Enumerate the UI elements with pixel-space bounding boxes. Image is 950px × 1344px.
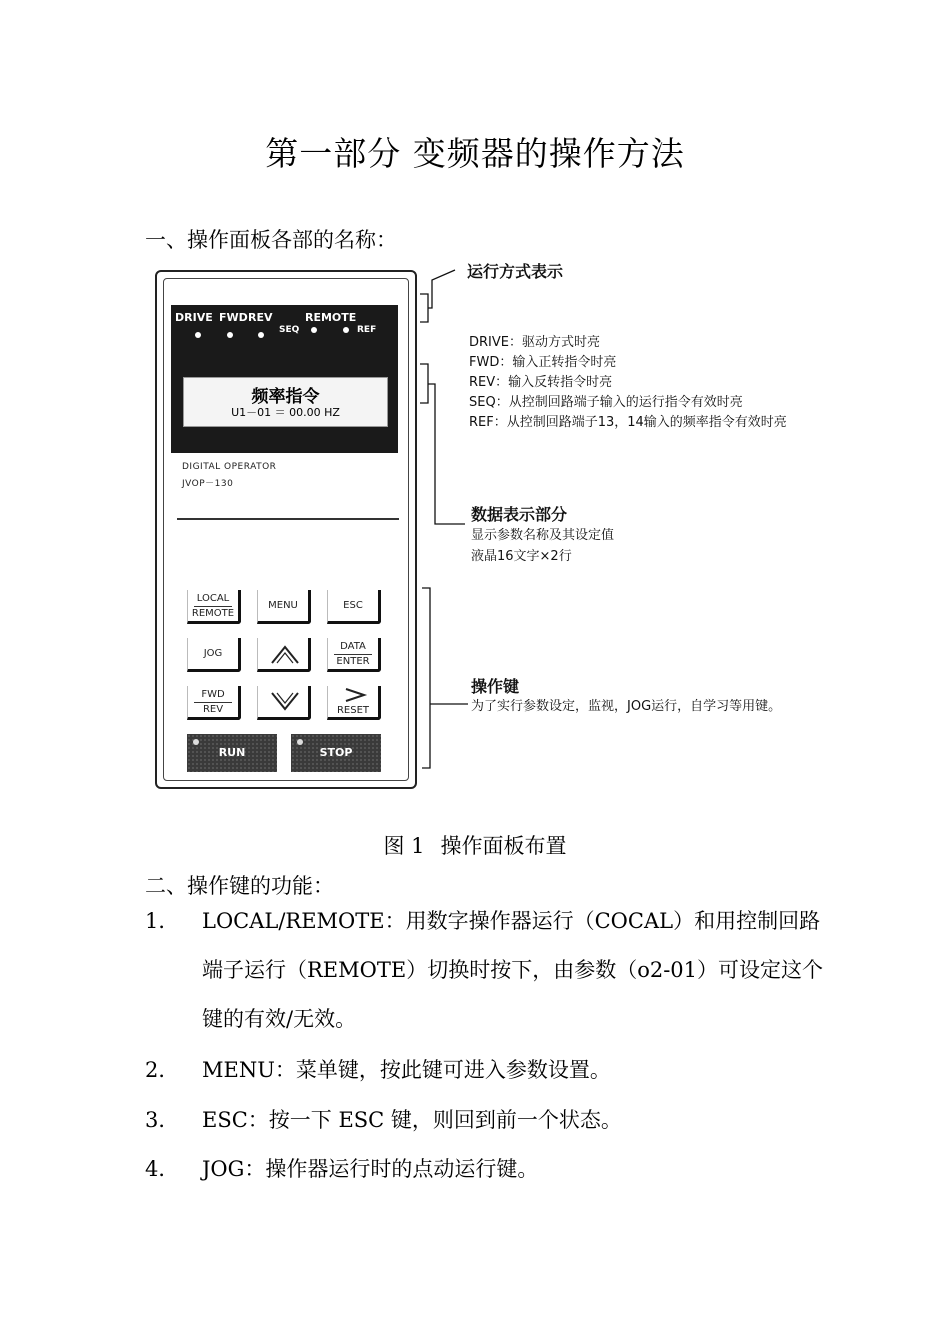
list-item-number: 2． (145, 1058, 180, 1082)
list-item (145, 1096, 825, 1145)
annotation-fwd: FWD：输入正转指令时亮 (469, 355, 617, 370)
fwd-key-label: FWD (201, 689, 225, 700)
lcd-line-2: U1－01 ＝ 00.00 HZ (231, 406, 340, 419)
annotation-rev: REV：输入反转指令时亮 (469, 375, 613, 390)
annotation-seq: SEQ：从控制回路端子输入的运行指令有效时亮 (469, 395, 743, 410)
list-item-text: LOCAL/REMOTE：用数字操作器运行（COCAL）和用控制回路端子运行（REMOTE）切换时按下，由参数（o2-01）可设定这个键的有效/无效。 (202, 909, 824, 1031)
menu-key-label: MENU (268, 600, 298, 611)
data-key-label: DATA (340, 641, 366, 652)
run-key-label: RUN (218, 746, 246, 759)
annotation-ref: REF：从控制回路端子13，14输入的频率指令有效时亮 (469, 415, 787, 430)
indicator-label-ref: REF (357, 325, 377, 335)
device-name: DIGITAL OPERATOR (182, 462, 277, 472)
section-heading-panel-names: 一、操作面板各部的名称： (145, 228, 397, 252)
section-heading-key-functions: 二、操作键的功能： (145, 874, 334, 898)
esc-key-label: ESC (343, 600, 363, 611)
list-item (145, 1145, 825, 1194)
enter-key-label: ENTER (336, 656, 370, 667)
indicator-label-fwd: FWD (219, 311, 248, 324)
list-item-number: 1． (145, 909, 180, 933)
figure-caption (0, 830, 950, 860)
indicator-label-seq: SEQ (279, 325, 300, 335)
list-item-text: MENU：菜单键，按此键可进入参数设置。 (202, 1058, 611, 1082)
figure-caption-label: 图 1 (383, 834, 425, 858)
list-item-text: JOG：操作器运行时的点动运行键。 (202, 1157, 539, 1181)
annotation-data-sub-2: 液晶16文字×2行 (471, 549, 572, 564)
annotation-data-sub-1: 显示参数名称及其设定值 (471, 528, 615, 543)
list-item-number: 4． (145, 1157, 180, 1181)
device-model: JVOP－130 (182, 479, 234, 489)
figure-caption-text: 操作面板布置 (440, 834, 567, 858)
list-item (145, 1046, 825, 1095)
annotation-keys-sub: 为了实行参数设定，监视，JOG运行，自学习等用键。 (471, 699, 782, 714)
operator-panel-figure (150, 258, 870, 798)
indicator-label-drive: DRIVE (175, 311, 213, 324)
annotation-keys-heading: 操作键 (471, 677, 520, 696)
annotation-drive: DRIVE：驱动方式时亮 (469, 335, 600, 350)
indicator-label-remote: REMOTE (305, 311, 357, 324)
rev-key-label: REV (202, 704, 224, 715)
stop-key-label: STOP (319, 746, 353, 759)
page-title: 第一部分 变频器的操作方法 (265, 134, 685, 173)
list-item (145, 897, 825, 1044)
list-item-text: ESC：按一下 ESC 键，则回到前一个状态。 (202, 1108, 622, 1132)
local-key-label: LOCAL (196, 593, 230, 604)
list-item-number: 3． (145, 1108, 180, 1132)
remote-key-label: REMOTE (191, 608, 235, 619)
annotation-mode-heading: 运行方式表示 (467, 262, 564, 281)
reset-key-label: RESET (336, 705, 370, 716)
indicator-label-rev: REV (248, 311, 273, 324)
annotation-data-heading: 数据表示部分 (471, 505, 568, 524)
jog-key-label: JOG (203, 648, 223, 659)
lcd-line-1: 频率指令 (251, 387, 320, 407)
